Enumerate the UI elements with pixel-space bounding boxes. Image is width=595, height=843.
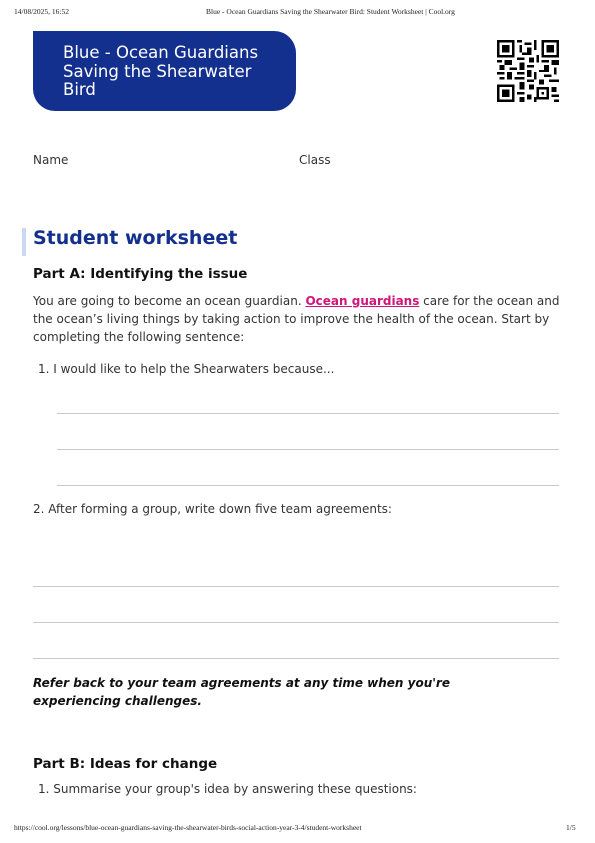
name-label: Name (33, 153, 69, 167)
ocean-guardians-link[interactable]: Ocean guardians (305, 294, 420, 308)
answer-line[interactable] (57, 485, 559, 486)
answer-line[interactable] (33, 622, 559, 623)
title-banner (33, 31, 296, 111)
qr-code (497, 40, 559, 102)
section-title: Student worksheet (33, 227, 238, 249)
part-a-intro (33, 292, 563, 346)
answer-line[interactable] (57, 449, 559, 450)
question-a2: 2. After forming a group, write down five team agreements: (33, 502, 392, 516)
part-b-heading: Part B: Ideas for change (33, 756, 218, 772)
answer-line[interactable] (33, 586, 559, 587)
part-a-heading: Part A: Identifying the issue (33, 266, 248, 282)
question-b1: 1. Summarise your group's idea by answering these questions: (38, 782, 417, 796)
answer-line[interactable] (57, 413, 559, 414)
print-datetime: 14/08/2025, 16:52 (14, 7, 70, 16)
question-a1: 1. I would like to help the Shearwaters because... (38, 362, 335, 376)
class-label: Class (299, 153, 331, 167)
intro-text-after: care for the ocean and the ocean’s living things by taking action to improve the health of the ocean. Start by completing the following sentence: (33, 294, 560, 344)
team-agreements-note: Refer back to your team agreements at any time when you're experiencing challenges. (33, 676, 450, 708)
print-footer-url: https://cool.org/lessons/blue-ocean-guardians-saving-the-shearwater-birds-social-action-year-3-4/student-worksheet (14, 823, 362, 832)
answer-line[interactable] (33, 658, 559, 659)
print-page-number: 1/5 (566, 823, 576, 832)
intro-text-before: You are going to become an ocean guardian. (33, 294, 306, 308)
print-page-title: Blue - Ocean Guardians Saving the Shearwater Bird: Student Worksheet | Cool.org (206, 7, 455, 16)
section-accent-bar (22, 228, 26, 256)
page-title: Blue - Ocean Guardians Saving the Shearwater Bird (63, 43, 259, 99)
